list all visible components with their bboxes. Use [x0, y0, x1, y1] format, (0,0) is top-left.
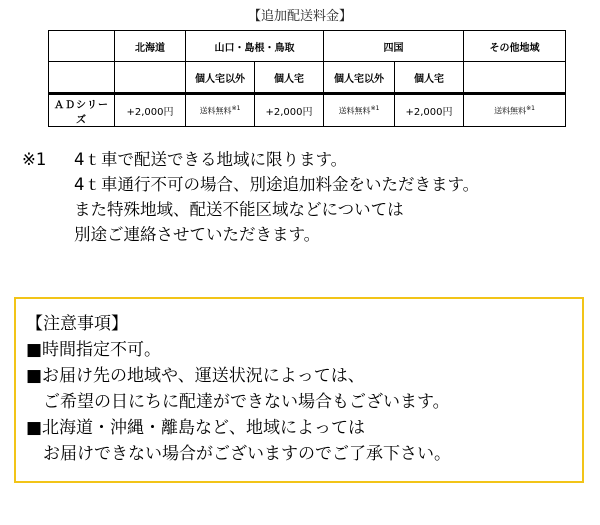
- footnote-line: また特殊地域、配送不能区域などについては: [74, 200, 404, 219]
- free-cell: 送料無料$^{※1}$: [464, 94, 566, 127]
- footnote-marker: ※1: [22, 150, 47, 169]
- table-title: 【追加配送料金】: [247, 9, 352, 24]
- table-header-row: [49, 31, 566, 62]
- header-cell-yamaguchi: 山口・島根・鳥取: [186, 31, 324, 62]
- price-cell: +2,000円: [255, 94, 324, 127]
- subheader-cell: [115, 62, 186, 94]
- footnote-mark: ※1: [526, 104, 535, 112]
- header-cell: [49, 31, 115, 62]
- subheader-cell-residential: 個人宅: [255, 62, 324, 94]
- subheader-cell-residential: 個人宅: [395, 62, 464, 94]
- price-cell: +2,000円: [115, 94, 186, 127]
- free-cell: 送料無料$^{※1}$: [324, 94, 395, 127]
- shipping-fee-table: [48, 30, 566, 127]
- caution-line: ■北海道・沖縄・離島など、地域によっては: [26, 418, 366, 438]
- caution-line: ■時間指定不可。: [26, 340, 162, 360]
- row-label: ＡＤシリーズ: [49, 94, 115, 127]
- subheader-cell: [49, 62, 115, 94]
- table-row: [49, 94, 566, 127]
- footnote-line: 別途ご連絡させていただきます。: [74, 225, 321, 244]
- subheader-cell-non-residential: 個人宅以外: [324, 62, 395, 94]
- header-cell-shikoku: 四国: [324, 31, 464, 62]
- caution-line: お届けできない場合がございますのでご了承下さい。: [26, 444, 451, 464]
- caution-heading: 【注意事項】: [26, 314, 128, 334]
- footnote-line: 4ｔ車で配送できる地域に限ります。: [74, 150, 348, 169]
- header-cell-other: その他地域: [464, 31, 566, 62]
- table-subheader-row: [49, 62, 566, 94]
- footnote-mark: ※1: [370, 104, 380, 112]
- footnote-mark: ※1: [231, 104, 241, 112]
- header-cell-hokkaido: 北海道: [115, 31, 186, 62]
- subheader-cell-non-residential: 個人宅以外: [186, 62, 255, 94]
- caution-line: ■お届け先の地域や、運送状況によっては、: [26, 366, 365, 386]
- caution-box: [14, 297, 584, 483]
- footnote-line: 4ｔ車通行不可の場合、別途追加料金をいただきます。: [74, 175, 480, 194]
- price-cell: +2,000円: [395, 94, 464, 127]
- free-cell: 送料無料$^{※1}$: [186, 94, 255, 127]
- caution-line: ご希望の日にちに配達ができない場合もございます。: [26, 392, 450, 412]
- subheader-cell: [464, 62, 566, 94]
